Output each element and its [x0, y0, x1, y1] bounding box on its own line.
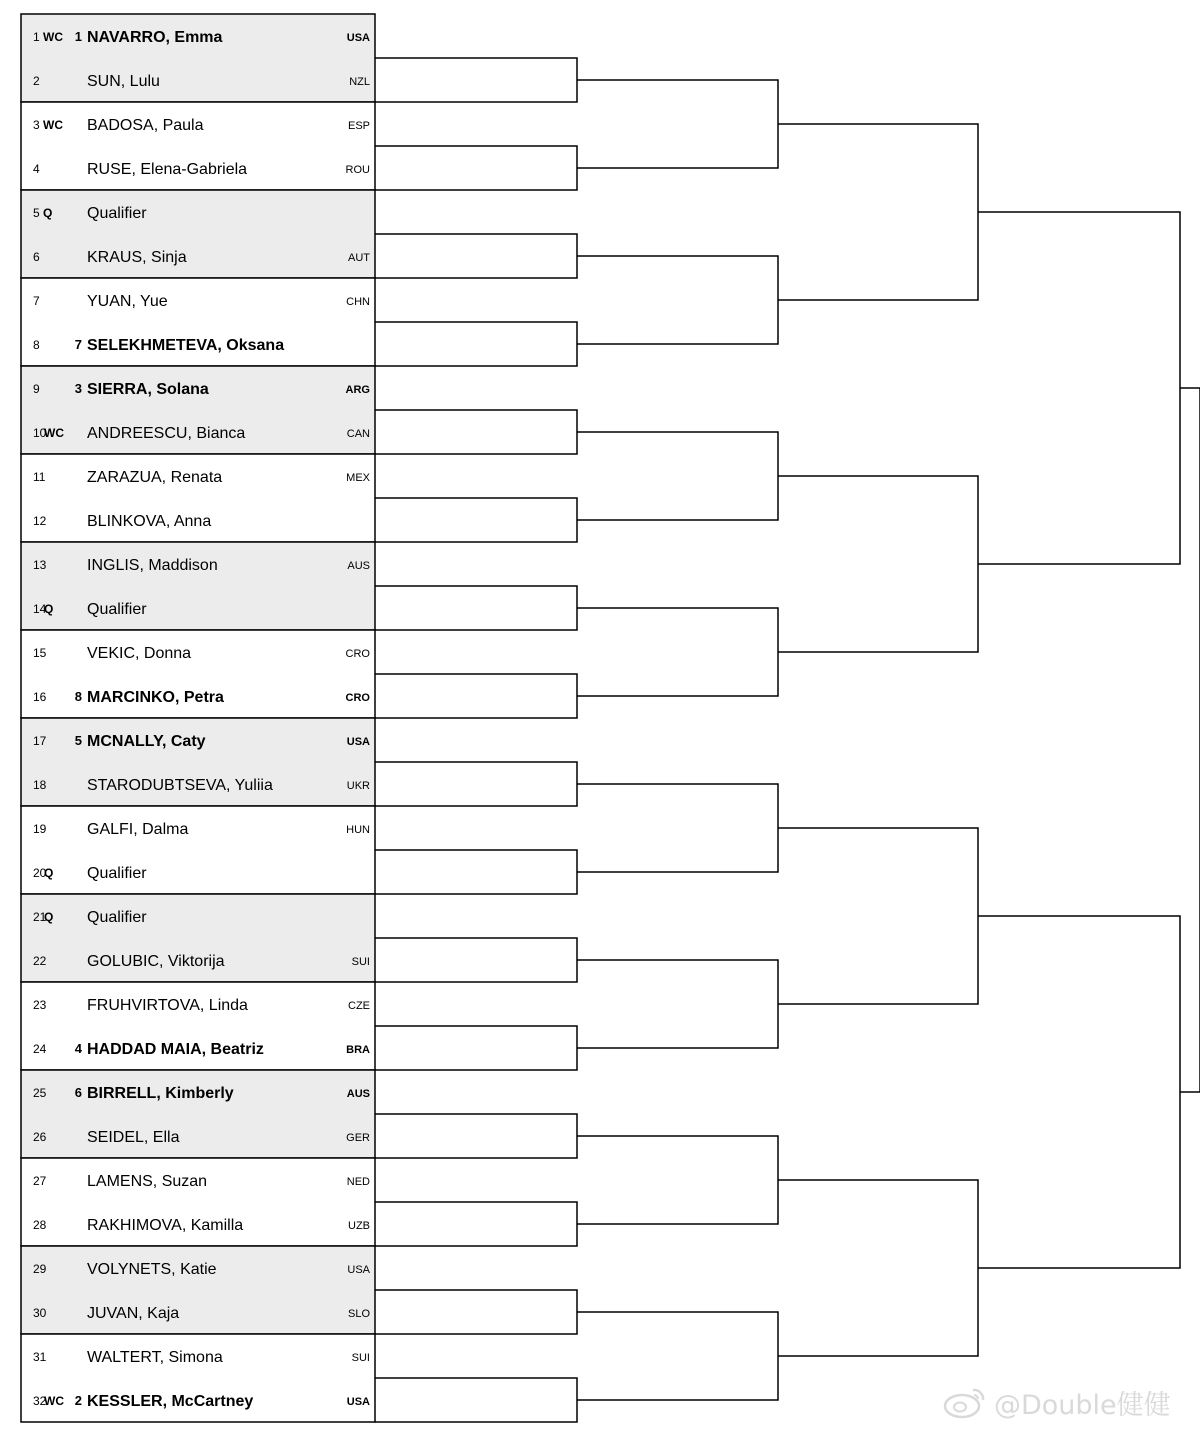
seed-number: 7	[74, 337, 82, 352]
seed-number: 4	[74, 1041, 82, 1056]
country-code: ROU	[345, 164, 370, 176]
player-name: BIRRELL, Kimberly	[87, 1085, 234, 1102]
player-name: WALTERT, Simona	[87, 1349, 223, 1366]
country-code: AUS	[347, 560, 370, 572]
match-connector	[577, 784, 778, 872]
entry-number: 7	[33, 294, 40, 308]
player-name: SELEKHMETEVA, Oksana	[87, 337, 285, 354]
entry-number: 5	[33, 206, 40, 220]
entry-number: 20	[33, 866, 47, 880]
country-code: UKR	[346, 780, 370, 792]
match-connector	[778, 828, 978, 1004]
entry-number: 6	[33, 250, 40, 264]
country-code: UZB	[348, 1220, 370, 1232]
player-name: MCNALLY, Caty	[87, 733, 206, 750]
country-code: SLO	[347, 1308, 370, 1320]
match-connector	[577, 1136, 778, 1224]
player-name: Qualifier	[87, 865, 147, 882]
entry-number: 23	[33, 998, 47, 1012]
country-code: NZL	[349, 76, 370, 88]
player-name: RUSE, Elena-Gabriela	[87, 161, 248, 178]
match-connector	[375, 1026, 577, 1070]
country-code: CRO	[345, 692, 370, 704]
entry-number: 31	[33, 1350, 47, 1364]
seed-number: 3	[74, 381, 82, 396]
match-connector	[577, 432, 778, 520]
entry-number: 1	[33, 30, 40, 44]
player-name: ANDREESCU, Bianca	[87, 425, 246, 442]
player-name: Qualifier	[87, 909, 147, 926]
player-name: RAKHIMOVA, Kamilla	[87, 1217, 244, 1234]
pair-box	[21, 14, 375, 102]
entry-number: 29	[33, 1262, 47, 1276]
entry-tag: Q	[44, 910, 54, 924]
entry-number: 8	[33, 338, 40, 352]
match-connector	[375, 58, 577, 102]
match-connector	[375, 234, 577, 278]
player-name: INGLIS, Maddison	[87, 557, 218, 574]
player-name: BADOSA, Paula	[87, 117, 204, 134]
player-name: GOLUBIC, Viktorija	[87, 953, 225, 970]
player-name: NAVARRO, Emma	[87, 29, 223, 46]
entry-number: 32	[33, 1394, 47, 1408]
match-connector	[375, 410, 577, 454]
entry-number: 27	[33, 1174, 47, 1188]
country-code: NED	[346, 1176, 370, 1188]
entry-tag: WC	[43, 30, 63, 44]
match-connector	[778, 124, 978, 300]
country-code: CHN	[346, 296, 370, 308]
player-name: SEIDEL, Ella	[87, 1129, 180, 1146]
country-code: AUT	[348, 252, 370, 264]
match-connector	[375, 1378, 577, 1422]
country-code: HUN	[346, 824, 370, 836]
match-connector	[978, 916, 1180, 1268]
player-name: JUVAN, Kaja	[87, 1305, 180, 1322]
entry-number: 17	[33, 734, 47, 748]
match-connector	[375, 1114, 577, 1158]
country-code: USA	[346, 736, 370, 748]
country-code: GER	[346, 1132, 370, 1144]
match-connector	[1180, 388, 1200, 1092]
match-connector	[577, 256, 778, 344]
entry-tag: Q	[44, 602, 54, 616]
player-name: ZARAZUA, Renata	[87, 469, 223, 486]
entry-number: 28	[33, 1218, 47, 1232]
match-connector	[375, 674, 577, 718]
entry-number: 24	[33, 1042, 47, 1056]
match-connector	[978, 212, 1180, 564]
player-name: Qualifier	[87, 601, 147, 618]
country-code: CZE	[348, 1000, 370, 1012]
player-name: LAMENS, Suzan	[87, 1173, 208, 1190]
country-code: ESP	[347, 120, 370, 132]
entry-number: 2	[33, 74, 40, 88]
watermark	[942, 1382, 1171, 1422]
match-connector	[375, 938, 577, 982]
entry-number: 11	[33, 470, 46, 484]
player-name: GALFI, Dalma	[87, 821, 189, 838]
pair-box	[21, 1070, 375, 1158]
player-name: VOLYNETS, Katie	[87, 1261, 217, 1278]
player-name: STARODUBTSEVA, Yuliia	[87, 777, 273, 794]
player-name: Qualifier	[87, 205, 147, 222]
entry-number: 9	[33, 382, 40, 396]
player-name: HADDAD MAIA, Beatriz	[87, 1041, 264, 1058]
country-code: ARG	[345, 384, 370, 396]
entry-tag: WC	[43, 118, 63, 132]
player-name: KRAUS, Sinja	[87, 249, 187, 266]
player-name: SIERRA, Solana	[87, 381, 209, 398]
entry-number: 15	[33, 646, 47, 660]
entry-number: 21	[33, 910, 47, 924]
match-connector	[375, 586, 577, 630]
match-connector	[577, 1312, 778, 1400]
entry-number: 18	[33, 778, 47, 792]
match-connector	[375, 762, 577, 806]
match-connector	[375, 1202, 577, 1246]
entry-number: 16	[33, 690, 47, 704]
entry-number: 13	[33, 558, 47, 572]
entry-number: 19	[33, 822, 47, 836]
country-code: CAN	[346, 428, 370, 440]
draw-entries	[21, 14, 375, 1422]
player-name: FRUHVIRTOVA, Linda	[87, 997, 248, 1014]
player-name: MARCINKO, Petra	[87, 689, 224, 706]
weibo-icon	[942, 1384, 988, 1420]
match-connector	[778, 476, 978, 652]
seed-number: 2	[74, 1393, 82, 1408]
match-connector	[375, 850, 577, 894]
country-code: USA	[346, 32, 370, 44]
country-code: SUI	[351, 1352, 370, 1364]
seed-number: 8	[74, 689, 82, 704]
pair-box	[21, 806, 375, 894]
seed-number: 5	[74, 733, 82, 748]
player-name: YUAN, Yue	[87, 293, 168, 310]
entry-tag: WC	[44, 1394, 64, 1408]
entry-number: 12	[33, 514, 47, 528]
match-connector	[375, 146, 577, 190]
seed-number: 1	[74, 29, 82, 44]
entry-number: 3	[33, 118, 40, 132]
entry-number: 26	[33, 1130, 47, 1144]
player-name: KESSLER, McCartney	[87, 1393, 254, 1410]
country-code: USA	[346, 1396, 370, 1408]
match-connector	[375, 322, 577, 366]
entry-tag: Q	[43, 206, 53, 220]
player-name: VEKIC, Donna	[87, 645, 192, 662]
country-code: BRA	[346, 1044, 370, 1056]
entry-number: 25	[33, 1086, 47, 1100]
pair-box	[21, 542, 375, 630]
pair-box	[21, 190, 375, 278]
entry-tag: WC	[44, 426, 64, 440]
match-connector	[375, 1290, 577, 1334]
player-name: SUN, Lulu	[87, 73, 160, 90]
pair-box	[21, 1246, 375, 1334]
player-name: BLINKOVA, Anna	[87, 513, 212, 530]
entry-number: 4	[33, 162, 40, 176]
entry-number: 22	[33, 954, 47, 968]
entry-number: 30	[33, 1306, 47, 1320]
country-code: AUS	[346, 1088, 370, 1100]
watermark-text: @Double健健	[994, 1389, 1171, 1421]
country-code: USA	[347, 1264, 370, 1276]
match-connector	[375, 498, 577, 542]
entry-number: 14	[33, 602, 47, 616]
country-code: SUI	[351, 956, 370, 968]
seed-number: 6	[74, 1085, 82, 1100]
match-connector	[577, 608, 778, 696]
entry-tag: Q	[44, 866, 54, 880]
match-connector	[577, 80, 778, 168]
match-connector	[778, 1180, 978, 1356]
country-code: CRO	[345, 648, 370, 660]
bracket-lines	[375, 58, 1200, 1422]
match-connector	[577, 960, 778, 1048]
entry-number: 10	[33, 426, 47, 440]
country-code: MEX	[346, 472, 370, 484]
